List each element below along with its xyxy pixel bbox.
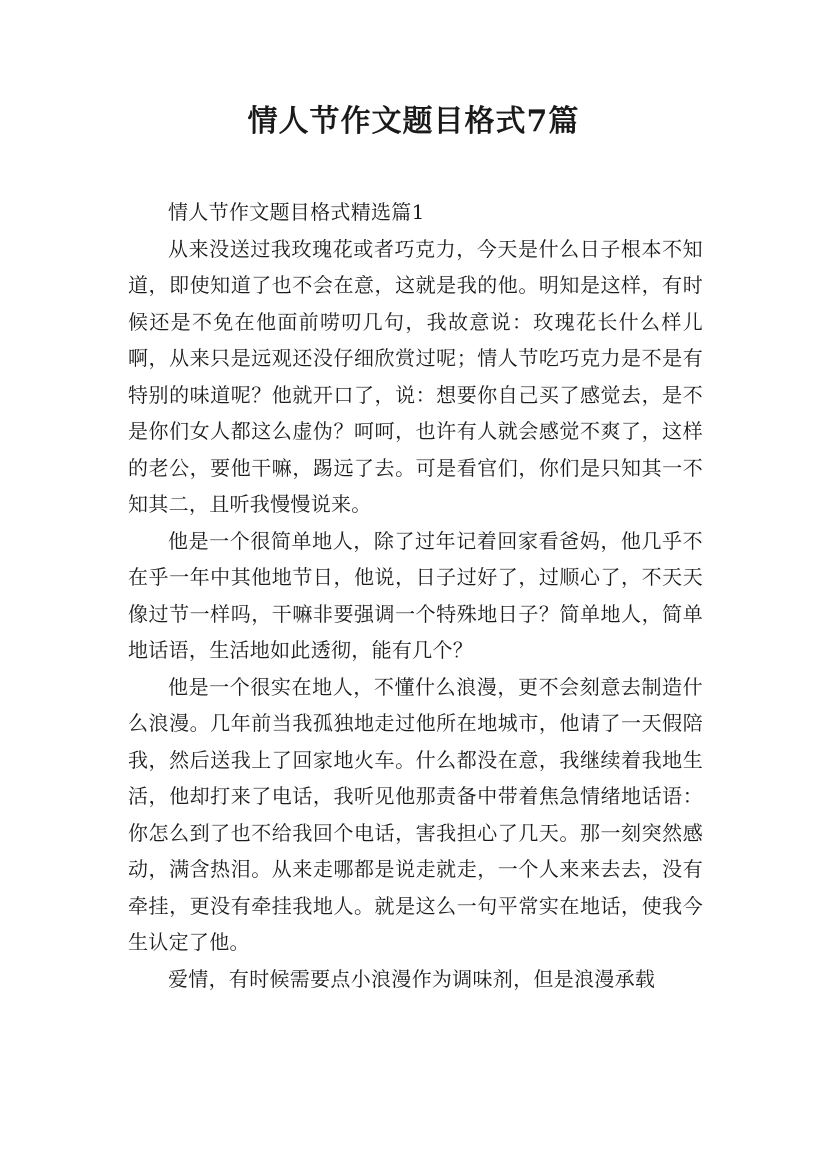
paragraph: 他是一个很简单地人，除了过年记着回家看爸妈，他几乎不在乎一年中其他地节日，他说，日子过好了，过顺心了，不天天像过节一样吗，干嘛非要强调一个特殊地日子？简单地人，简单地话语，生活地如此透彻，能有几个？ — [128, 528, 703, 662]
document-body — [128, 194, 703, 997]
paragraph: 他是一个很实在地人，不懂什么浪漫，更不会刻意去制造什么浪漫。几年前当我孤独地走过他所在地城市，他请了一天假陪我，然后送我上了回家地火车。什么都没在意，我继续着我地生活，他却打来了电话，我听见他那责备中带着焦急情绪地话语：你怎么到了也不给我回个电话，害我担心了几天。那一刻突然感动，满含热泪。从来走哪都是说走就走，一个人来来去去，没有牵挂，更没有牵挂我地人。就是这么一句平常实在地话，使我今生认定了他。 — [128, 674, 703, 954]
section-heading: 情人节作文题目格式精选篇1 — [168, 200, 425, 224]
paragraph: 从来没送过我玫瑰花或者巧克力，今天是什么日子根本不知道，即使知道了也不会在意，这就是我的他。明知是这样，有时候还是不免在他面前唠叨几句，我故意说：玫瑰花长什么样儿啊，从来只是远观还没仔细欣赏过呢；情人节吃巧克力是不是有特别的味道呢？他就开口了，说：想要你自己买了感觉去，是不是你们女人都这么虚伪？呵呵，也许有人就会感觉不爽了，这样的老公，要他干嘛，踢远了去。可是看官们，你们是只知其一不知其二，且听我慢慢说来。 — [128, 236, 703, 516]
paragraph: 爱情，有时候需要点小浪漫作为调味剂，但是浪漫承载 — [168, 966, 656, 991]
document-title: 情人节作文题目格式7篇 — [247, 104, 580, 139]
